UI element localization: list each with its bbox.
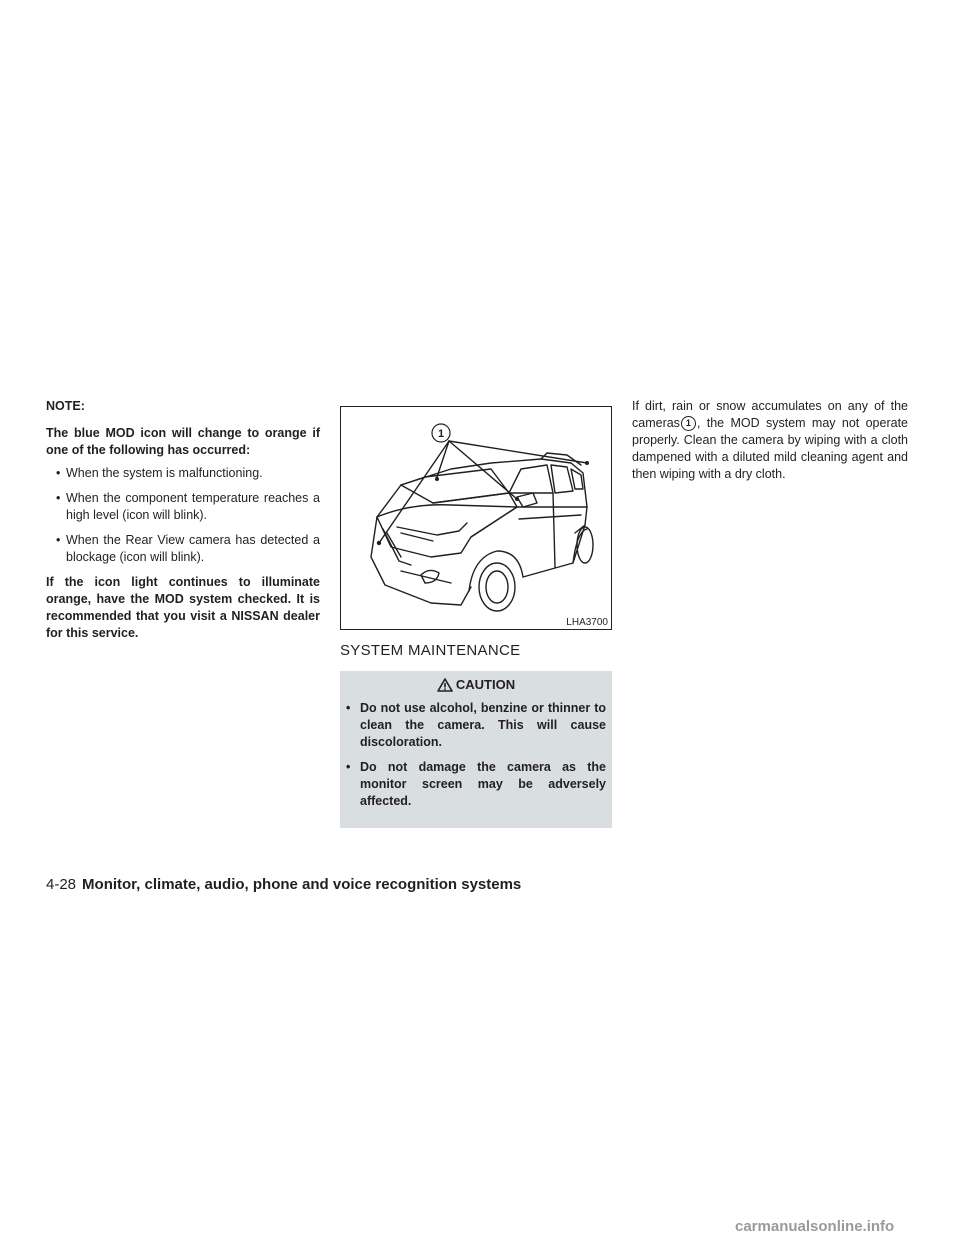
list-item: • When the Rear View camera has detected a blockage (icon will blink). [56, 533, 320, 564]
chapter-title: Monitor, climate, audio, phone and voice recognition systems [82, 876, 522, 893]
maintenance-text-1: If dirt, rain or snow accumulates on any of the cameras [632, 399, 908, 430]
bullet-text: When the component temperature reaches a high level (icon will blink). [66, 491, 320, 522]
note-outro: If the icon light continues to illuminate orange, have the MOD system checked. It is recommended that you visit a NISSAN dealer for this service. [46, 575, 320, 640]
maintenance-text-2: , the MOD system may not operate properly. Clean the camera by wiping with a cloth dampened with a diluted mild cleaning agent and then wiping with a dry cloth. [632, 416, 908, 481]
page-footer [46, 876, 521, 893]
figure-callout-1: 1 [437, 428, 445, 440]
maintenance-column [632, 398, 908, 483]
figure-column [340, 398, 612, 828]
figure-label: LHA3700 [566, 617, 608, 628]
caution-heading [340, 677, 612, 692]
list-item: • Do not use alcohol, benzine or thinner to clean the camera. This will cause discoloration. [346, 701, 606, 749]
caution-list [340, 700, 612, 810]
bullet-text: When the Rear View camera has detected a blockage (icon will blink). [66, 533, 320, 564]
warning-triangle-icon [437, 678, 453, 692]
caution-heading-text: CAUTION [455, 677, 516, 692]
circled-number-1-icon: 1 [681, 416, 696, 431]
list-item: • When the component temperature reaches a high level (icon will blink). [56, 491, 320, 522]
list-item: • Do not damage the camera as the monitor screen may be adversely affected. [346, 760, 606, 808]
note-intro: The blue MOD icon will change to orange if one of the following has occurred: [46, 426, 320, 457]
caution-box [340, 671, 612, 828]
maintenance-paragraph [632, 398, 908, 483]
caution-text: Do not use alcohol, benzine or thinner to clean the camera. This will cause discoloration. [360, 701, 606, 749]
caution-text: Do not damage the camera as the monitor screen may be adversely affected. [360, 760, 606, 808]
suv-illustration [341, 407, 611, 629]
vehicle-camera-figure [340, 406, 612, 630]
page-number: 4-28 [46, 876, 77, 893]
section-title: SYSTEM MAINTENANCE [340, 642, 521, 659]
note-heading: NOTE: [46, 399, 85, 413]
note-bullet-list [46, 465, 320, 566]
note-column [46, 398, 320, 642]
bullet-text: When the system is malfunctioning. [66, 466, 263, 480]
list-item: • When the system is malfunctioning. [56, 466, 263, 480]
watermark: carmanualsonline.info [735, 1218, 895, 1235]
